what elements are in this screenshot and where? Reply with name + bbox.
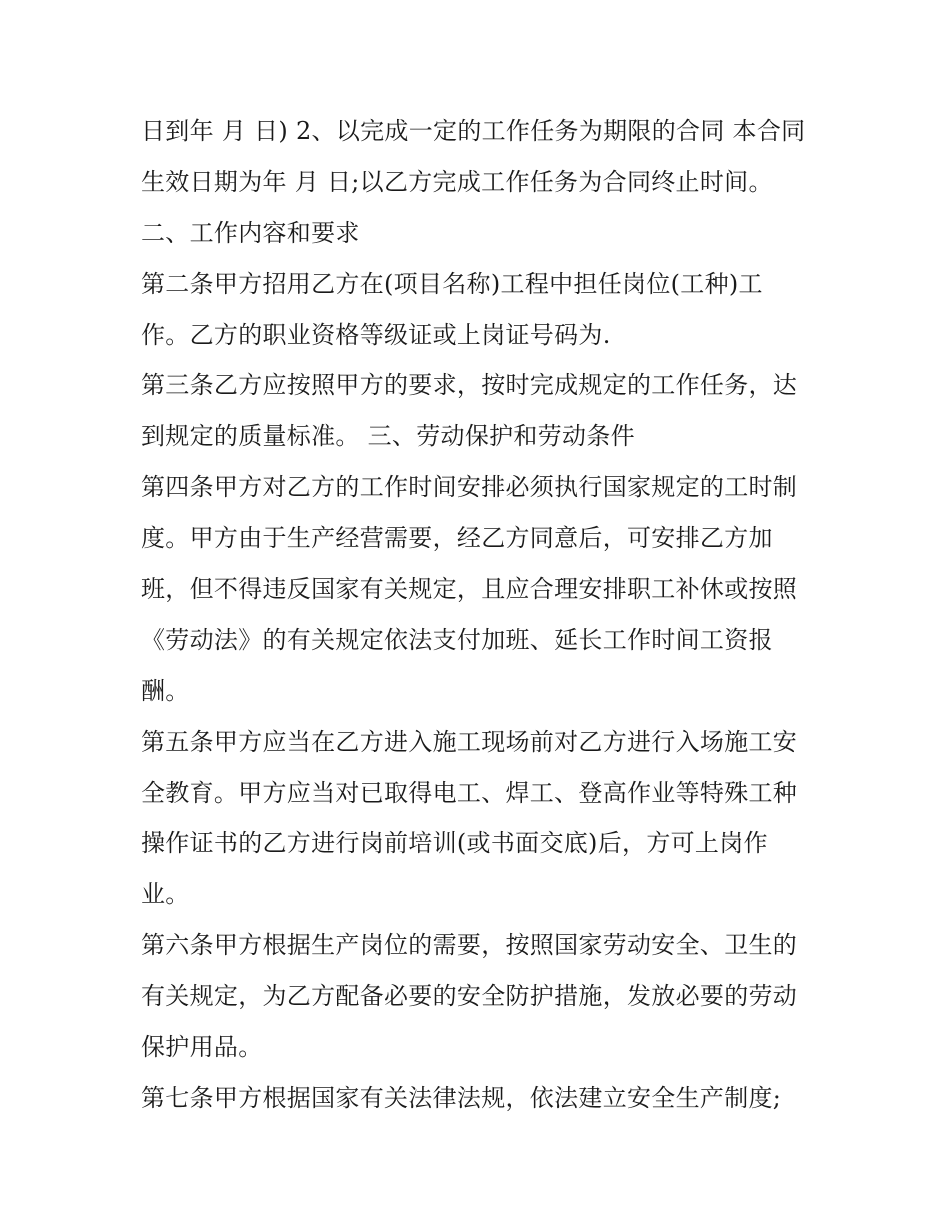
text-line: 第六条甲方根据生产岗位的需要，按照国家劳动安全、卫生的 [141,931,798,960]
text-line: 生效日期为年 月 日;以乙方完成工作任务为合同终止时间。 [141,167,773,196]
text-line: 作。乙方的职业资格等级证或上岗证号码为. [141,320,611,349]
text-line: 业。 [141,880,190,909]
text-line: 班，但不得违反国家有关规定，且应合理安排职工补休或按照 [141,575,798,604]
text-line: 第七条甲方根据国家有关法律法规，依法建立安全生产制度; [141,1083,782,1112]
text-line: 第四条甲方对乙方的工作时间安排必须执行国家规定的工时制 [141,473,798,502]
document-body [141,106,821,1124]
text-line: 酬。 [141,676,190,705]
text-line: 操作证书的乙方进行岗前培训(或书面交底)后，方可上岗作 [141,829,768,858]
text-line: 日到年 月 日) 2、以完成一定的工作任务为期限的合同 本合同 [141,117,806,145]
text-line: 到规定的质量标准。 三、劳动保护和劳动条件 [141,422,635,451]
text-line: 《劳动法》的有关规定依法支付加班、延长工作时间工资报 [141,625,773,654]
text-line: 有关规定，为乙方配备必要的安全防护措施，发放必要的劳动 [141,982,798,1011]
text-line: 第五条甲方应当在乙方进入施工现场前对乙方进行入场施工安 [141,727,798,756]
text-line: 全教育。甲方应当对已取得电工、焊工、登高作业等特殊工种 [141,778,798,807]
text-line: 第三条乙方应按照甲方的要求，按时完成规定的工作任务，达 [141,371,798,400]
text-line: 度。甲方由于生产经营需要，经乙方同意后，可安排乙方加 [141,524,773,553]
text-line: 第二条甲方招用乙方在(项目名称)工程中担任岗位(工种)工 [141,269,763,298]
section-heading: 二、工作内容和要求 [141,218,360,247]
text-line: 保护用品。 [141,1033,263,1062]
